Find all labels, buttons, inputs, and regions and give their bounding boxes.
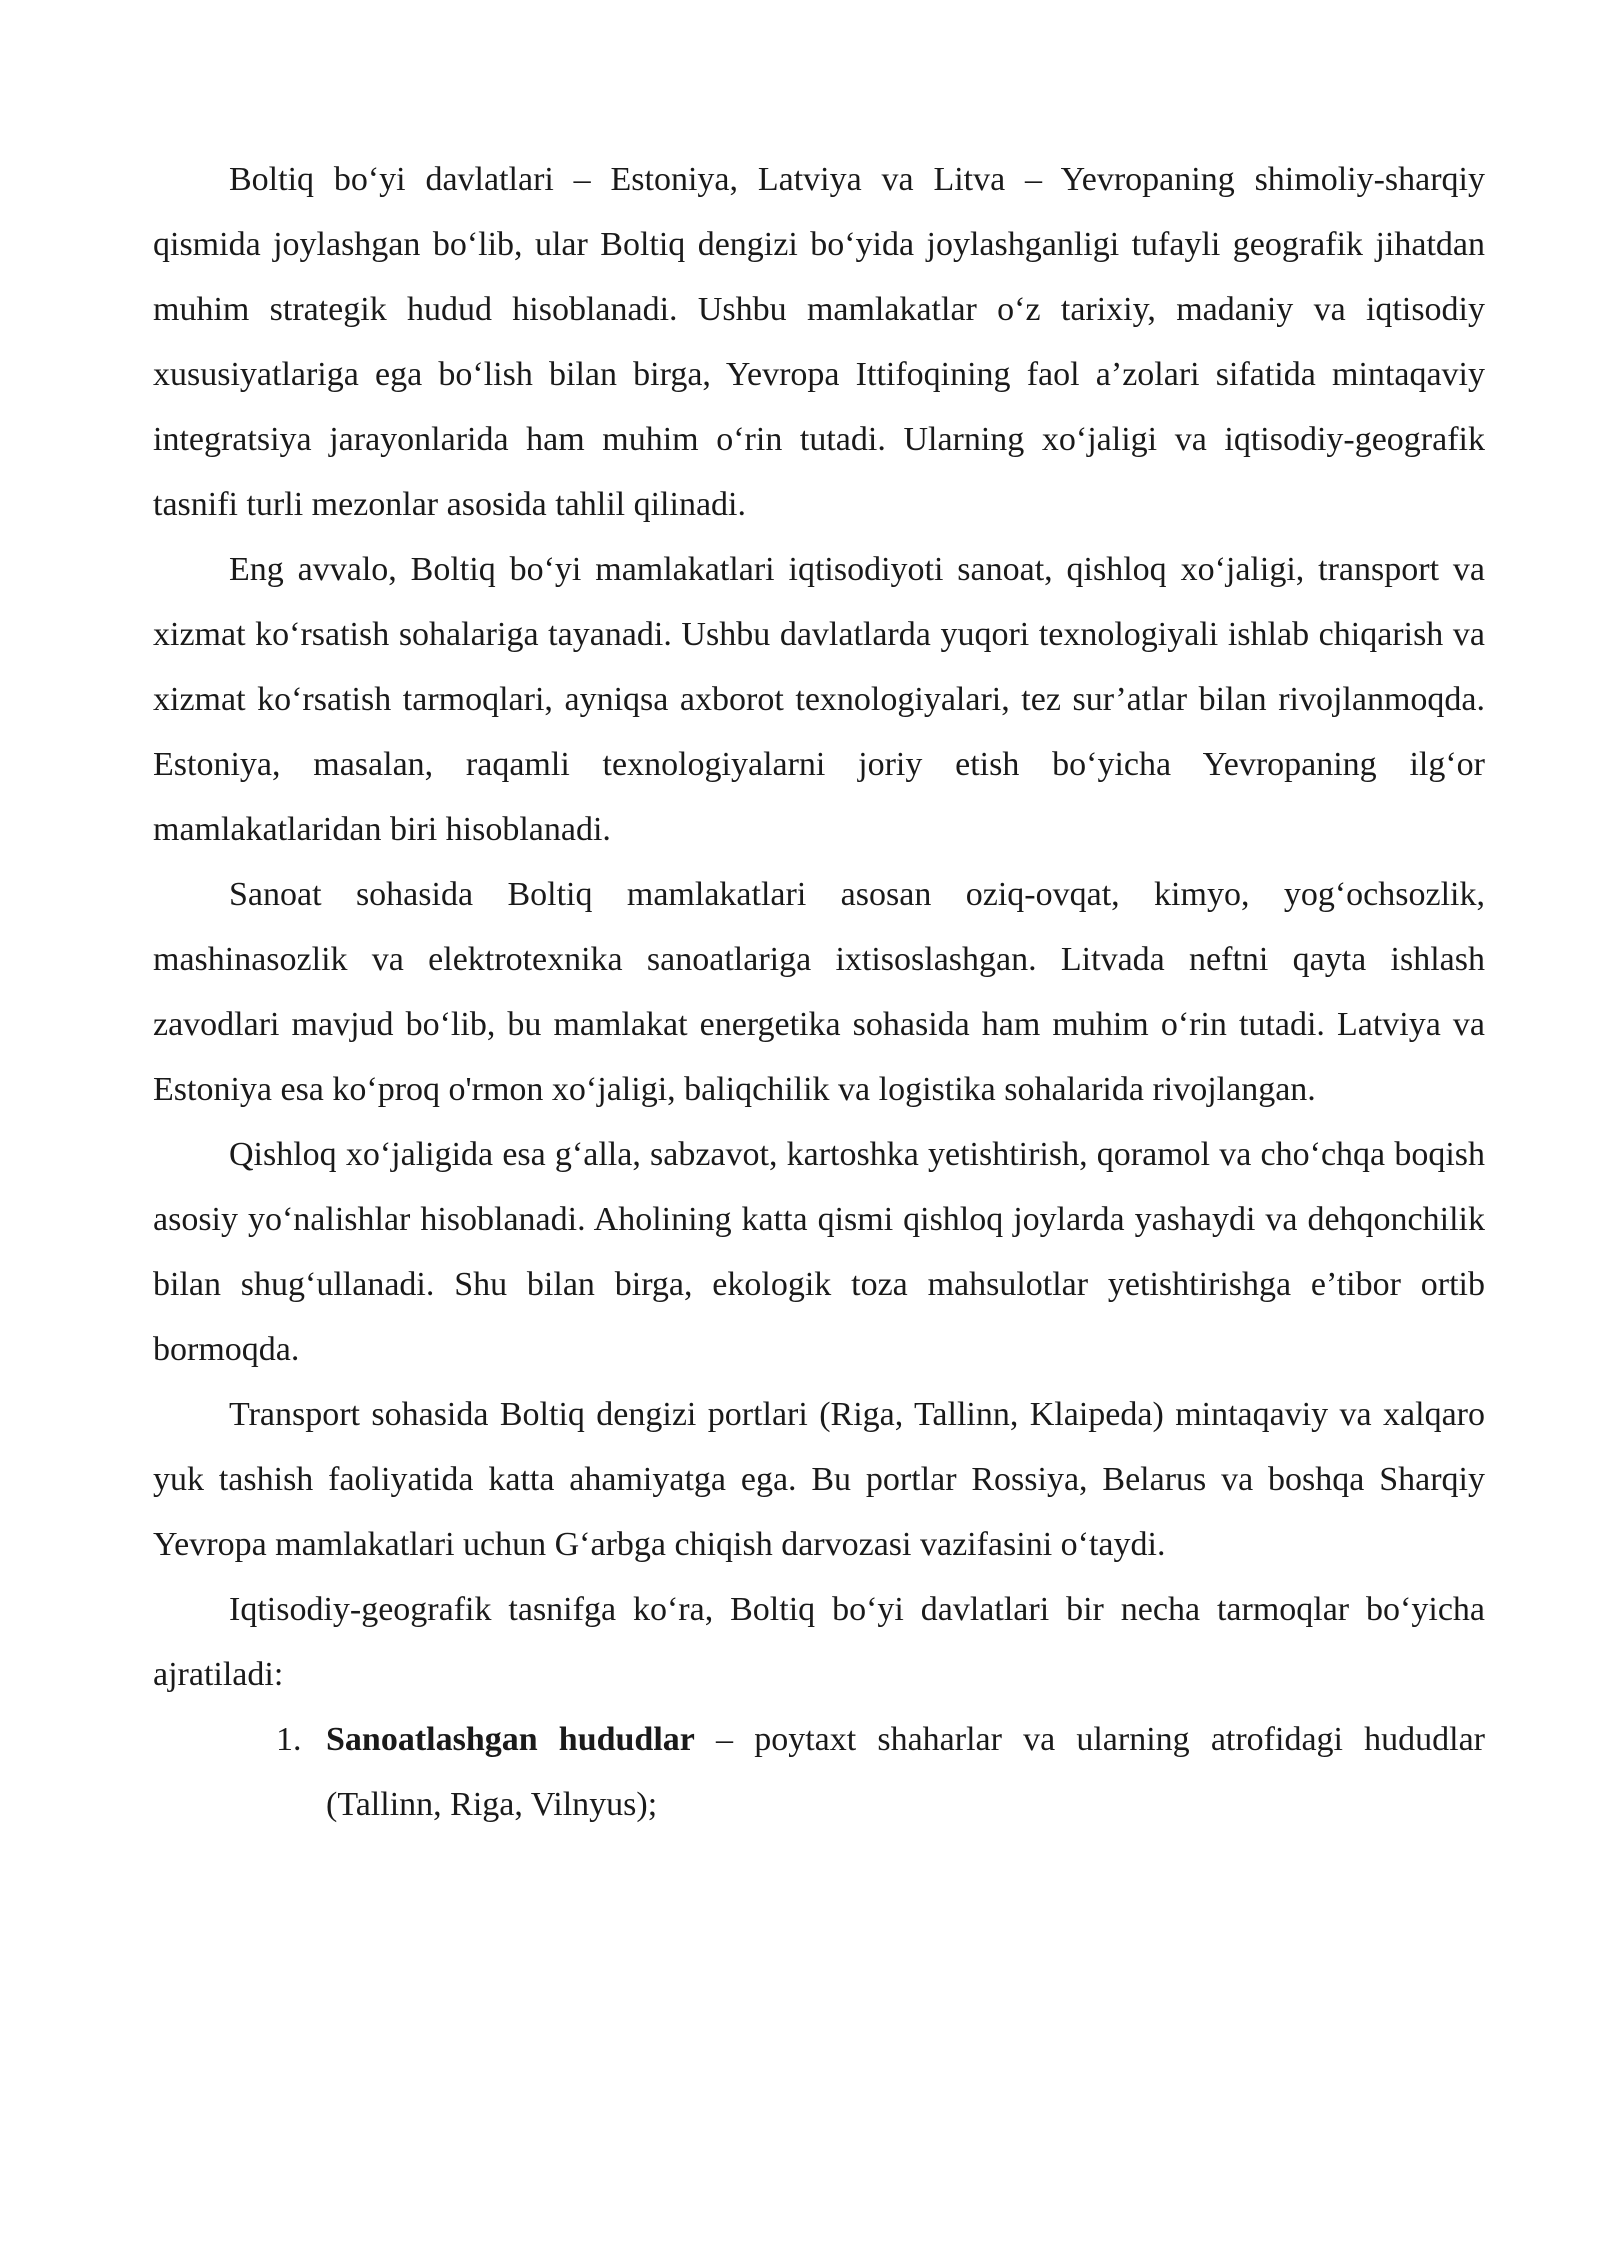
document-page xyxy=(153,147,1485,1837)
paragraph-industry: Sanoat sohasida Boltiq mamlakatlari asosan oziq-ovqat, kimyo, yog‘ochsozlik, mashinasozlik va elektrotexnika sanoatlariga ixtisoslashgan. Litvada neftni qayta ishlash zavodlari mavjud bo‘lib, bu mamlakat energetika sohasida ham muhim o‘rin tutadi. Latviya va Estoniya esa ko‘proq o'rmon xo‘jaligi, baliqchilik va logistika sohalarida rivojlangan. xyxy=(153,876,1485,1108)
paragraph-intro: Boltiq bo‘yi davlatlari – Estoniya, Latviya va Litva – Yevropaning shimoliy-sharqiy qismida joylashgan bo‘lib, ular Boltiq dengizi bo‘yida joylashganligi tufayli geografik jihatdan muhim strategik hudud hisoblanadi. Ushbu mamlakatlar o‘z tarixiy, madaniy va iqtisodiy xususiyatlariga ega bo‘lish bilan birga, Yevropa Ittifoqining faol a’zolari sifatida mintaqaviy integratsiya jarayonlarida ham muhim o‘rin tutadi. Ularning xo‘jaligi va iqtisodiy-geografik tasnifi turli mezonlar asosida tahlil qilinadi. xyxy=(153,161,1485,523)
paragraph-classification: Iqtisodiy-geografik tasnifga ko‘ra, Boltiq bo‘yi davlatlari bir necha tarmoqlar bo‘yicha ajratiladi: xyxy=(153,1591,1485,1693)
list-item-text: – poytaxt shaharlar va ularning atrofidagi hududlar (Tallinn, Riga, Vilnyus); xyxy=(326,1721,1485,1823)
list-item-term: Sanoatlashgan hududlar xyxy=(326,1721,695,1758)
list-item-number: 1. xyxy=(276,1721,302,1758)
paragraph-transport: Transport sohasida Boltiq dengizi portlari (Riga, Tallinn, Klaipeda) mintaqaviy va xalqaro yuk tashish faoliyatida katta ahamiyatga ega. Bu portlar Rossiya, Belarus va boshqa Sharqiy Yevropa mamlakatlari uchun G‘arbga chiqish darvozasi vazifasini o‘taydi. xyxy=(153,1396,1485,1563)
list-item xyxy=(276,1707,1485,1837)
paragraph-agriculture: Qishloq xo‘jaligida esa g‘alla, sabzavot, kartoshka yetishtirish, qoramol va cho‘chqa boqish asosiy yo‘nalishlar hisoblanadi. Aholining katta qismi qishloq joylarda yashaydi va dehqonchilik bilan shug‘ullanadi. Shu bilan birga, ekologik toza mahsulotlar yetishtirishga e’tibor ortib bormoqda. xyxy=(153,1136,1485,1368)
classification-list xyxy=(153,1707,1485,1837)
paragraph-economy: Eng avvalo, Boltiq bo‘yi mamlakatlari iqtisodiyoti sanoat, qishloq xo‘jaligi, transport va xizmat ko‘rsatish sohalariga tayanadi. Ushbu davlatlarda yuqori texnologiyali ishlab chiqarish va xizmat ko‘rsatish tarmoqlari, ayniqsa axborot texnologiyalari, tez sur’atlar bilan rivojlanmoqda. Estoniya, masalan, raqamli texnologiyalarni joriy etish bo‘yicha Yevropaning ilg‘or mamlakatlaridan biri hisoblanadi. xyxy=(153,551,1485,848)
